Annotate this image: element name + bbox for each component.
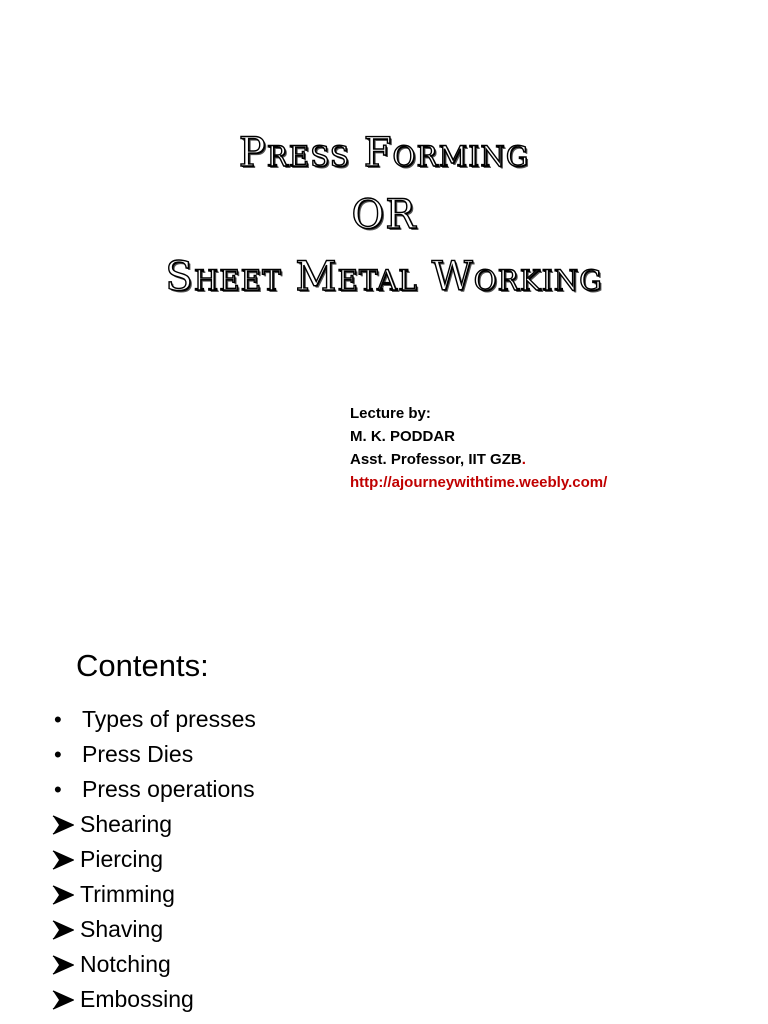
- contents-item-text: Piercing: [80, 846, 164, 872]
- arrow-bullet-icon: [52, 815, 80, 835]
- lecture-url-link[interactable]: http://ajourneywithtime.weebly.com/: [350, 474, 608, 491]
- contents-list-item: [52, 842, 256, 877]
- contents-item-text: Embossing: [80, 986, 194, 1012]
- title-line-2: OR: [351, 192, 417, 238]
- contents-list-item: [52, 807, 256, 842]
- contents-list-item: [52, 982, 256, 1017]
- title-line-3: Sheet Metal Working: [165, 254, 603, 300]
- contents-list: [52, 702, 256, 1017]
- arrow-bullet-icon: [52, 990, 80, 1010]
- lecturer-position-line: [350, 448, 607, 471]
- arrow-bullet-icon: [52, 850, 80, 870]
- arrow-bullet-icon: [52, 920, 80, 940]
- contents-list-item: [52, 912, 256, 947]
- contents-list-item: [52, 737, 256, 772]
- bullet-icon: •: [54, 742, 62, 767]
- lecture-label: Lecture by:: [350, 405, 431, 422]
- lecturer-name: M. K. PODDAR: [350, 428, 455, 445]
- bullet-icon: •: [54, 707, 62, 732]
- position-trailing-dot: .: [521, 451, 526, 468]
- contents-list-item: [52, 772, 256, 807]
- contents-heading: Contents:: [76, 648, 209, 683]
- contents-item-text: Trimming: [80, 881, 175, 907]
- lecturer-position: Asst. Professor, IIT GZB: [350, 451, 522, 468]
- contents-item-text: Shearing: [80, 811, 173, 837]
- contents-item-text: Types of presses: [82, 706, 256, 732]
- title-line-1: Press Forming: [238, 130, 530, 176]
- contents-list-item: [52, 702, 256, 737]
- document-title: [0, 122, 768, 308]
- contents-item-text: Shaving: [80, 916, 164, 942]
- arrow-bullet-icon: [52, 955, 80, 975]
- contents-item-text: Press Dies: [82, 741, 194, 767]
- arrow-bullet-icon: [52, 885, 80, 905]
- contents-item-text: Notching: [80, 951, 171, 977]
- lecture-info: [350, 402, 607, 494]
- contents-list-item: [52, 877, 256, 912]
- contents-item-text: Press operations: [82, 776, 255, 802]
- contents-list-item: [52, 947, 256, 982]
- bullet-icon: •: [54, 777, 62, 802]
